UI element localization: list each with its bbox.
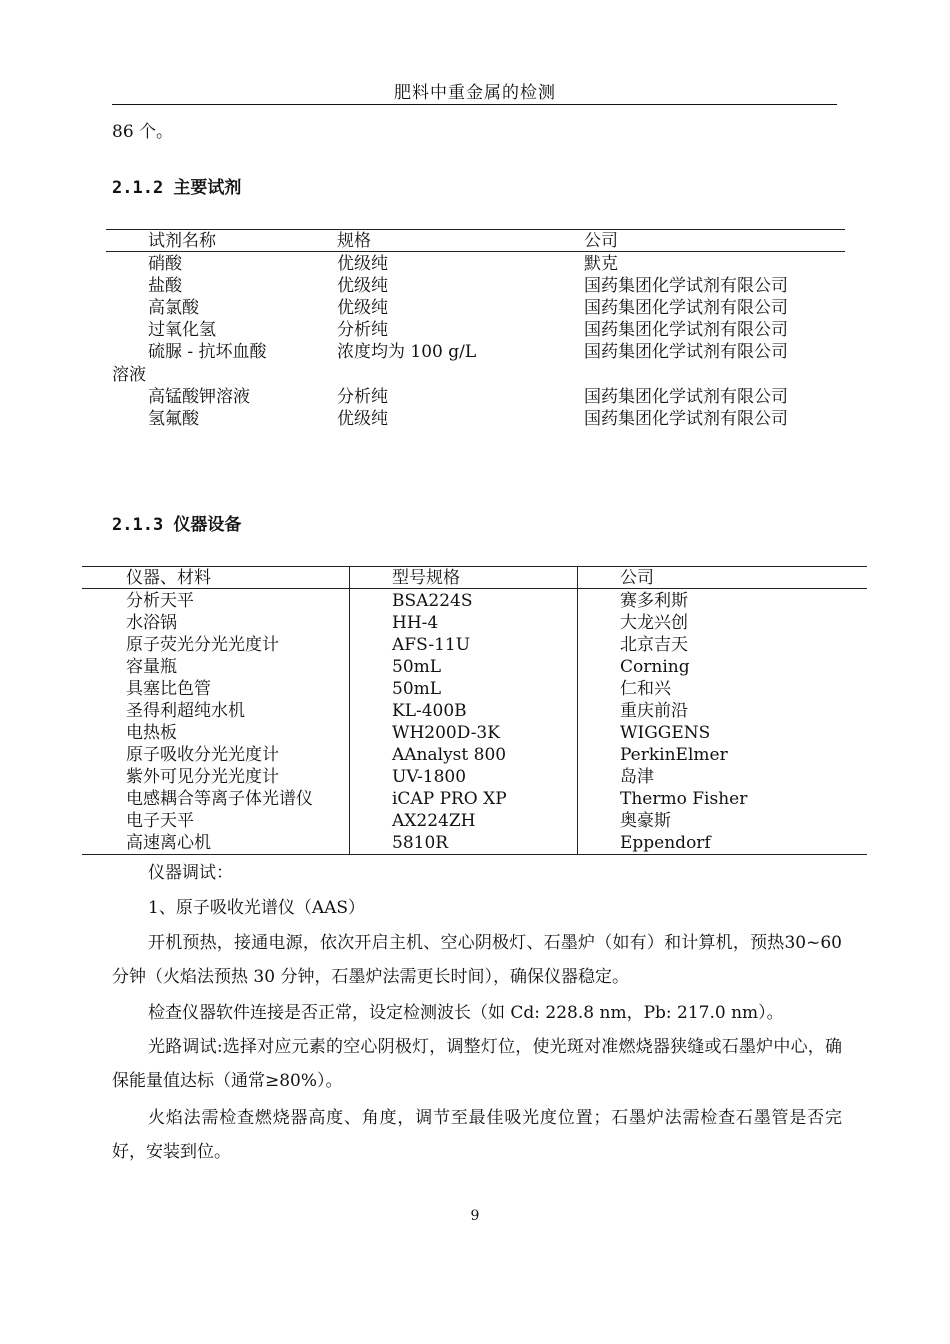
- instrument-name: 具塞比色管: [126, 679, 211, 699]
- reagents-col-company: 公司: [584, 231, 618, 251]
- reagent-company: 默克: [584, 254, 618, 274]
- instrument-company: 重庆前沿: [620, 701, 688, 721]
- body-paragraph-4: 火焰法需检查燃烧器高度、角度，调节至最佳吸光度位置；石墨炉法需检查石墨管是否完好，安装到位。: [112, 1108, 842, 1162]
- reagent-name: 高氯酸: [148, 298, 199, 318]
- reagent-spec: 优级纯: [337, 276, 388, 296]
- instrument-company: 奥豪斯: [620, 811, 671, 831]
- reagent-spec: 分析纯: [337, 320, 388, 340]
- instrument-model: iCAP PRO XP: [392, 789, 507, 809]
- instrument-name: 水浴锅: [126, 613, 177, 633]
- aas-title: 1、原子吸收光谱仪（AAS）: [148, 898, 366, 918]
- running-header: 肥料中重金属的检测: [394, 83, 556, 103]
- instrument-model: KL-400B: [392, 701, 467, 721]
- instrument-company: Thermo Fisher: [620, 789, 748, 809]
- instrument-company: Eppendorf: [620, 833, 711, 853]
- instrument-name: 原子吸收分光光度计: [126, 745, 279, 765]
- instrument-model: HH-4: [392, 613, 439, 633]
- instruments-col-name: 仪器、材料: [126, 568, 211, 588]
- reagent-company: 国药集团化学试剂有限公司: [584, 276, 788, 296]
- reagent-company: 国药集团化学试剂有限公司: [584, 409, 788, 429]
- instrument-company: 仁和兴: [620, 679, 671, 699]
- body-paragraph-1: 开机预热，接通电源，依次开启主机、空心阴极灯、石墨炉（如有）和计算机，预热30~60 分钟（火焰法预热 30 分钟，石墨炉法需更长时间），确保仪器稳定。: [112, 933, 842, 987]
- header-rule: [112, 104, 837, 105]
- instrument-name: 电子天平: [126, 811, 194, 831]
- reagent-name: 高锰酸钾溶液: [148, 387, 250, 407]
- reagent-spec: 分析纯: [337, 387, 388, 407]
- instrument-company: Corning: [620, 657, 690, 677]
- instruments-col-divider-1: [349, 566, 350, 854]
- instrument-name: 电热板: [126, 723, 177, 743]
- reagent-company: 国药集团化学试剂有限公司: [584, 342, 788, 362]
- instrument-name: 容量瓶: [126, 657, 177, 677]
- instrument-model: WH200D-3K: [392, 723, 500, 743]
- reagent-name: 硝酸: [148, 254, 182, 274]
- reagent-spec: 浓度均为 100 g/L: [337, 342, 477, 362]
- reagent-name: 硫脲 - 抗坏血酸: [148, 342, 267, 362]
- instrument-company: 岛津: [620, 767, 654, 787]
- instrument-model: 5810R: [392, 833, 449, 853]
- instruments-table-bottom-rule: [82, 854, 867, 855]
- reagents-table-header-rule: [106, 251, 845, 252]
- instrument-name: 电感耦合等离子体光谱仪: [126, 789, 313, 809]
- instrument-company: 大龙兴创: [620, 613, 688, 633]
- intro-tail-text: 86 个。: [112, 122, 174, 142]
- reagents-table-top-rule: [106, 229, 845, 230]
- instruments-col-model: 型号规格: [392, 568, 460, 588]
- instrument-company: PerkinElmer: [620, 745, 728, 765]
- reagent-name-wrap: 溶液: [112, 365, 146, 385]
- instrument-name: 圣得利超纯水机: [126, 701, 245, 721]
- instrument-model: 50mL: [392, 679, 442, 699]
- reagent-company: 国药集团化学试剂有限公司: [584, 320, 788, 340]
- instrument-name: 原子荧光分光光度计: [126, 635, 279, 655]
- page-number: 9: [470, 1208, 480, 1224]
- reagent-name: 盐酸: [148, 276, 182, 296]
- instrument-model: AFS-11U: [392, 635, 471, 655]
- reagents-col-name: 试剂名称: [148, 231, 216, 251]
- debug-title: 仪器调试：: [148, 863, 233, 883]
- reagent-name: 氢氟酸: [148, 409, 199, 429]
- instrument-model: AAnalyst 800: [392, 745, 507, 765]
- reagent-spec: 优级纯: [337, 254, 388, 274]
- instrument-model: UV-1800: [392, 767, 467, 787]
- body-paragraph-3: 光路调试:选择对应元素的空心阴极灯，调整灯位，使光斑对准燃烧器狭缝或石墨炉中心，确保能量值达标（通常≥80%）。: [112, 1037, 842, 1091]
- instrument-name: 高速离心机: [126, 833, 211, 853]
- instrument-name: 分析天平: [126, 591, 194, 611]
- instrument-company: WIGGENS: [620, 723, 711, 743]
- reagents-col-spec: 规格: [337, 231, 371, 251]
- body-paragraph-2: 检查仪器软件连接是否正常，设定检测波长（如 Cd: 228.8 nm，Pb: 217.0 nm）。: [148, 1003, 784, 1023]
- reagent-spec: 优级纯: [337, 409, 388, 429]
- instruments-col-company: 公司: [620, 568, 654, 588]
- instrument-company: 北京吉天: [620, 635, 688, 655]
- instrument-model: 50mL: [392, 657, 442, 677]
- reagent-name: 过氧化氢: [148, 320, 216, 340]
- instruments-heading: 2.1.3 仪器设备: [112, 515, 242, 535]
- instrument-company: 赛多利斯: [620, 591, 688, 611]
- instrument-model: AX224ZH: [392, 811, 476, 831]
- instrument-name: 紫外可见分光光度计: [126, 767, 279, 787]
- reagents-heading: 2.1.2 主要试剂: [112, 178, 242, 198]
- reagent-company: 国药集团化学试剂有限公司: [584, 298, 788, 318]
- reagent-company: 国药集团化学试剂有限公司: [584, 387, 788, 407]
- instruments-col-divider-2: [577, 566, 578, 854]
- instrument-model: BSA224S: [392, 591, 473, 611]
- reagent-spec: 优级纯: [337, 298, 388, 318]
